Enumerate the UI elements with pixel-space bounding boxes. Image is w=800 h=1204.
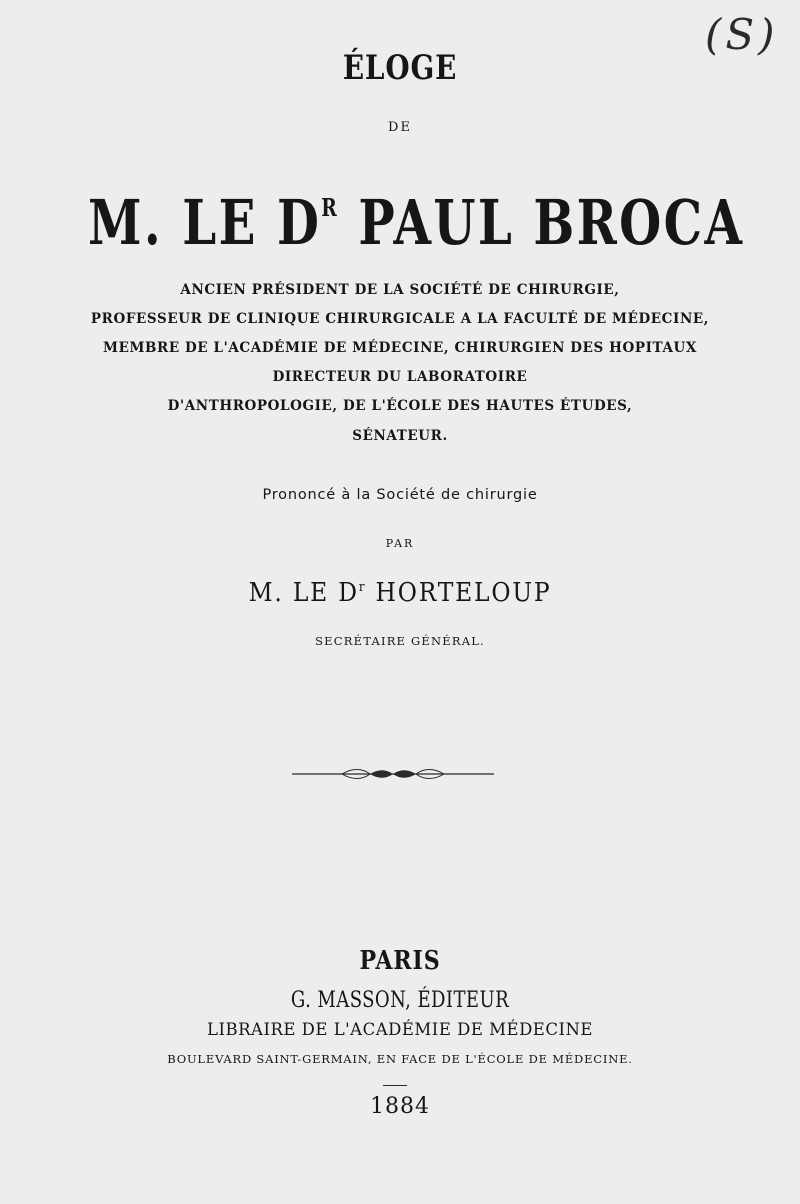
subject-title-1: ANCIEN PRÉSIDENT DE LA SOCIÉTÉ DE CHIRURGIE,	[180, 282, 620, 298]
ornament-divider	[290, 764, 496, 784]
author-sup: r	[358, 580, 367, 595]
heading-eloge: ÉLOGE	[342, 48, 458, 88]
imprint-publisher: G. MASSON, ÉDITEUR	[290, 988, 510, 1013]
subject-title-6: SÉNATEUR.	[352, 428, 448, 444]
author-prefix: M. LE D	[248, 578, 359, 608]
pronounced-at: Prononcé à la Société de chirurgie	[262, 487, 538, 503]
author-role: SECRÉTAIRE GÉNÉRAL.	[315, 634, 485, 648]
imprint-year: 1884	[370, 1094, 430, 1119]
imprint-city: PARIS	[359, 946, 441, 976]
subject-prefix: M. LE D	[88, 186, 322, 259]
heading-de: DE	[388, 120, 412, 135]
handwritten-archive-mark: (S)	[705, 10, 779, 59]
imprint-library: LIBRAIRE DE L'ACADÉMIE DE MÉDECINE	[207, 1020, 593, 1039]
by-label: PAR	[385, 537, 415, 550]
author-name	[40, 578, 760, 608]
subject-title-2: PROFESSEUR DE CLINIQUE CHIRURGICALE A LA FACULTÉ DE MÉDECINE,	[90, 311, 710, 327]
subject-title-3: MEMBRE DE L'ACADÉMIE DE MÉDECINE, CHIRURGIEN DES HOPITAUX	[103, 340, 697, 356]
subject-name	[88, 168, 745, 263]
author-surname: HORTELOUP	[375, 578, 552, 608]
subject-title-5: D'ANTHROPOLOGIE, DE L'ÉCOLE DES HAUTES ÉTUDES,	[167, 398, 633, 414]
subject-title-4: DIRECTEUR DU LABORATOIRE	[272, 369, 528, 385]
subject-sup: R	[321, 193, 340, 222]
imprint-address: BOULEVARD SAINT-GERMAIN, EN FACE DE L'ÉCOLE DE MÉDECINE.	[167, 1052, 633, 1066]
year-rule	[383, 1085, 407, 1086]
subject-surname: PAUL BROCA	[358, 186, 745, 259]
